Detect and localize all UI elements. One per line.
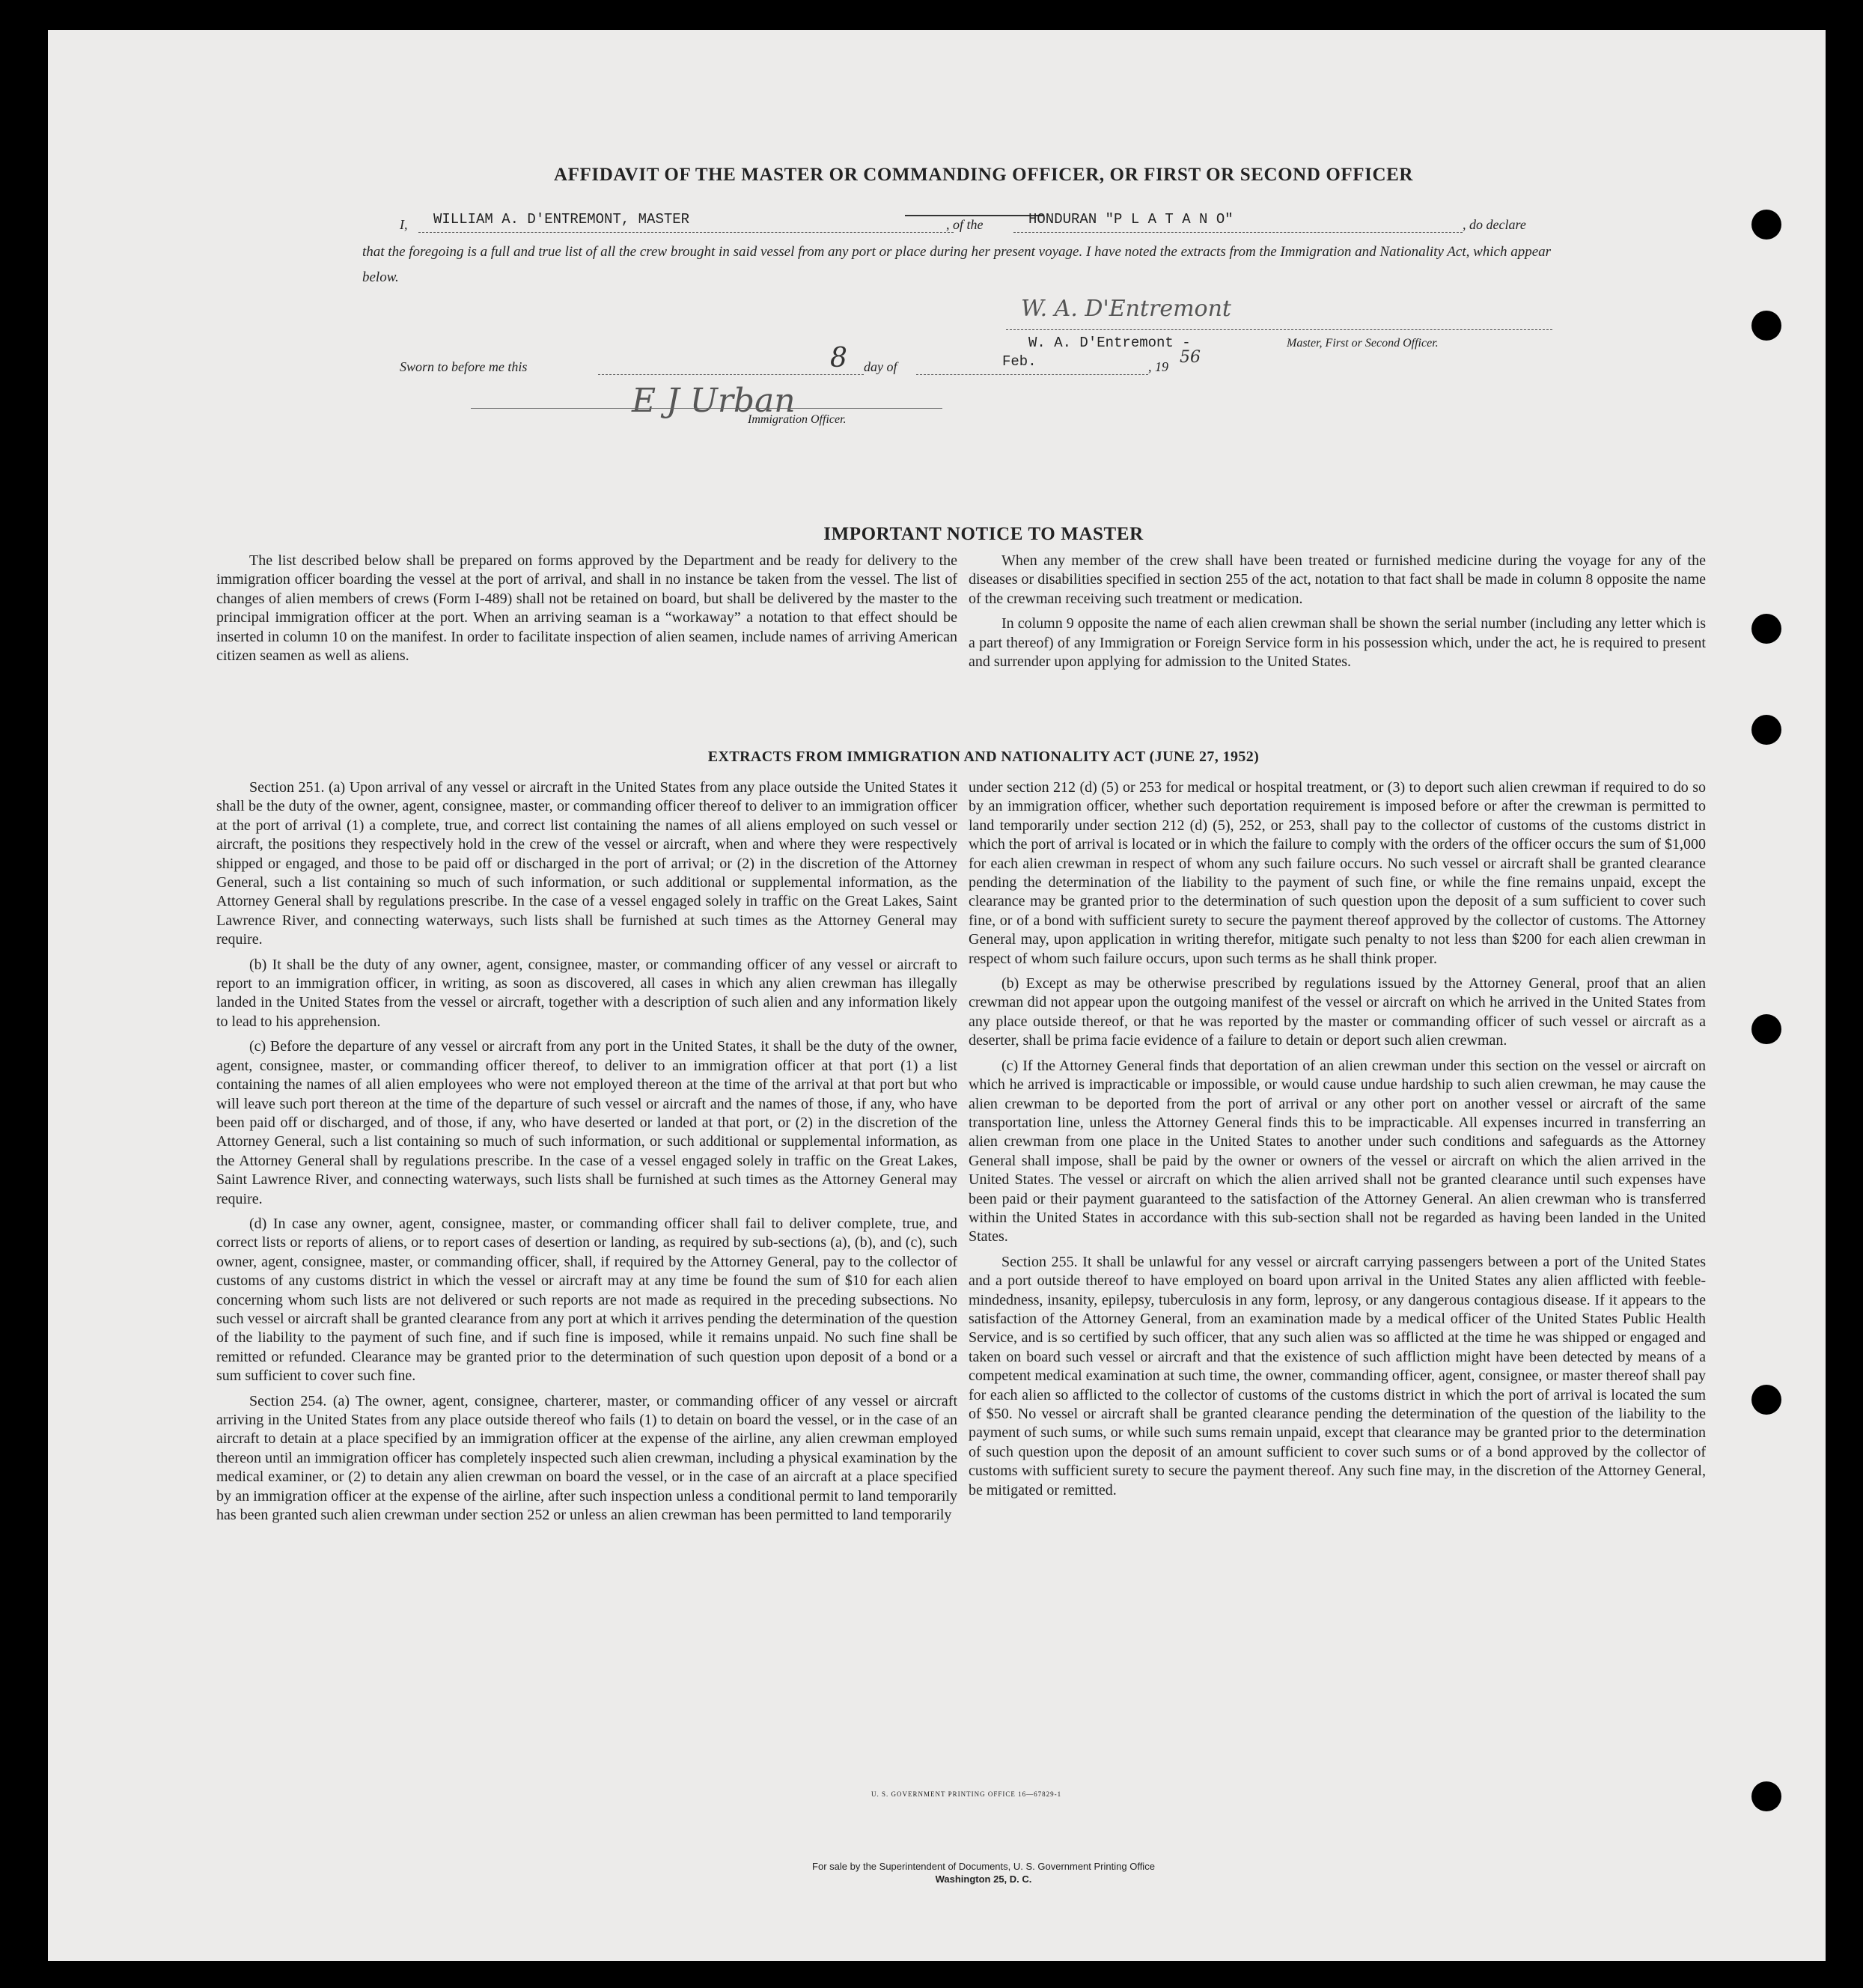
punch-hole bbox=[1751, 1014, 1781, 1044]
notice-left-column bbox=[216, 552, 957, 671]
section-254-a-continued: under section 212 (d) (5) or 253 for medical or hospital treatment, or (3) to deport such alien crewman if required to do so by an immigration officer, whether such deportation requirement is imposed before or after the crewman is permitted to land temporarily under section 212 (d) (5), 252, or 253, shall pay to the collector of customs of the customs district in which the port of arrival is located or in which the failure to comply with the orders of the officer occurs the sum of $1,000 for each alien crewman in respect of whom any such failure occurs. No such vessel or aircraft shall be granted clearance pending the determination of the liability to the payment of such fine, or while the fine remains unpaid, except the clearance may be granted prior to the determination of such question upon the deposit of a sum sufficient to cover such fine, or of a bond with sufficient surety to secure the payment thereof approved by the collector of customs. The Attorney General may, upon application in writing therefor, mitigate such penalty to not less than $200 for each alien crewman in respect of whom such failure occurs, upon such terms as he shall think proper. bbox=[969, 779, 1706, 967]
title-divider bbox=[905, 215, 1043, 216]
section-254-b: (b) Except as may be otherwise prescribed by regulations issued by the Attorney General, proof that an alien crewman did not appear upon the outgoing manifest of the vessel or aircraft on which he arrived in the United States from any place outside thereof, or that he was reported by the master or commanding officer of such vessel or aircraft as a deserter, shall be prima facie evidence of a failure to detain or deport such alien crewman. bbox=[969, 975, 1706, 1049]
year-prefix-label: , 19 bbox=[1148, 359, 1168, 374]
section-251-d: (d) In case any owner, agent, consignee, master, or commanding officer shall fail to deliver complete, true, and correct lists or reports of aliens, or to report cases of desertion or landing, as required by sub-sections (a), (b), and (c), such owner, agent, consignee, master, or commanding officer, shall, if required by the Attorney General, pay to the collector of customs of any customs district in which the vessel or aircraft may at any time be found the sum of $10 for each alien concerning whom such lists are not delivered or such reports are not made as required in the preceding subsections. No such vessel or aircraft shall be granted clearance from any port at which it arrives pending the determination of the question of the liability to the payment of such fine, and if such fine is imposed, while it remains unpaid. No such fine shall be remitted or refunded. Clearance may be granted prior to the determination of such question upon deposit of a bond or a sum sufficient to cover such fine. bbox=[216, 1215, 957, 1385]
officer-label: Immigration Officer. bbox=[748, 413, 847, 426]
punch-hole bbox=[1751, 715, 1781, 745]
i-label: I, bbox=[400, 217, 408, 232]
name-underline bbox=[418, 232, 954, 233]
document-page bbox=[48, 30, 1826, 1961]
day-field: 8 bbox=[830, 343, 847, 373]
punch-hole bbox=[1751, 614, 1781, 644]
punch-hole bbox=[1751, 210, 1781, 240]
master-title-label: Master, First or Second Officer. bbox=[1287, 337, 1439, 350]
notice-right-paragraph-2: In column 9 opposite the name of each alien crewman shall be shown the serial number (including any letter which is a part thereof) of any Immigration or Foreign Service form in his possession which, under the act, he is required to present and surrender upon applying for admission to the United States. bbox=[969, 615, 1706, 671]
declaration-text: that the foregoing is a full and true list of all the crew brought in said vessel from any port or place during her present voyage. I have noted the extracts from the Immigration and Nationality Act, which appear below. bbox=[362, 244, 1552, 285]
notice-right-column bbox=[969, 552, 1706, 677]
affidavit-title: AFFIDAVIT OF THE MASTER OR COMMANDING OFFICER, OR FIRST OR SECOND OFFICER bbox=[553, 165, 1414, 185]
punch-hole bbox=[1751, 311, 1781, 341]
master-signature-line bbox=[1006, 329, 1552, 330]
extracts-right-column bbox=[969, 778, 1706, 1506]
section-251-c: (c) Before the departure of any vessel or aircraft from any port in the United States, it shall be the duty of the owner, agent, consignee, master, or commanding officer thereof, to deliver to an immigration officer at that port (1) a list containing the names of all alien employees who were not employed thereon at the time of the arrival at that port but who will leave such port thereon at the time of the departure of such vessel or aircraft and the names of those, if any, who have been paid off or discharged, and of those, if any, who have deserted or landed at that port, or (2) in the discretion of the Attorney General, such a list containing so much of such information, or such additional or supplemental information, as the Attorney General shall by regulations prescribe. In the case of a vessel engaged solely in traffic on the Great Lakes, Saint Lawrence River, and connecting waterways, such lists shall be furnished at such times as the Attorney General may require. bbox=[216, 1038, 957, 1207]
sale-notice bbox=[647, 1860, 1320, 1885]
vessel-name-field: HONDURAN "P L A T A N O" bbox=[1028, 211, 1234, 228]
notice-heading: IMPORTANT NOTICE TO MASTER bbox=[823, 524, 1144, 544]
month-field: Feb. bbox=[1002, 353, 1037, 370]
master-signature: W. A. D'Entremont bbox=[1021, 296, 1231, 322]
sale-city: Washington 25, D. C. bbox=[935, 1873, 1032, 1885]
punch-hole bbox=[1751, 1385, 1781, 1415]
section-254-a: Section 254. (a) The owner, agent, consignee, charterer, master, or commanding officer of any vessel or aircraft arriving in the United States from any place outside thereof who fails (1) to detain on board the vessel, or in the case of an aircraft to detain at a place specified by an immigration officer at the expense of the airline, any alien crewman employed thereon until an immigration officer has completely inspected such alien crewman, including a physical examination by the medical examiner, or (2) to detain any alien crewman on board the vessel, or in the case of an aircraft at a place specified by an immigration officer at the expense of the airline, after such inspection unless a conditional permit to land temporarily has been granted such alien crewman under section 252 or unless an alien crewman has been permitted to land temporarily bbox=[216, 1392, 957, 1524]
notice-left-paragraph: The list described below shall be prepared on forms approved by the Department and be ready for delivery to the immigration officer boarding the vessel at the port of arrival, and shall in no instance be taken from the vessel. The list of changes of alien members of crews (Form I-489) shall not be retained on board, but shall be delivered by the master to the principal immigration officer at the port. When an arriving seaman is a “workaway” a notation to that effect should be inserted in column 10 on the manifest. In order to facilitate inspection of alien seamen, include names of arriving American citizen seamen as well as aliens. bbox=[216, 552, 957, 665]
section-254-c: (c) If the Attorney General finds that deportation of an alien crewman under this section on the vessel or aircraft on which he arrived is impracticable or impossible, or would cause undue hardship to such alien crewman, he may cause the alien crewman to be deported from the port of arrival or any other port on another vessel or aircraft of the same transportation line, unless the Attorney General finds this to be impracticable. All expenses incurred in transferring an alien crewman from one place in the United States to another under such conditions and safeguards as the Attorney General shall impose, shall be paid by the owner or owners of the vessel or aircraft on which the alien arrived in the United States. The vessel or aircraft on which the alien arrived shall not be granted clearance until such expenses have been paid or their payment guaranteed to the satisfaction of the Attorney General. An alien crewman who is transferred within the United States in accordance with this sub-section shall not be regarded as having been landed in the United States. bbox=[969, 1057, 1706, 1245]
officer-signature-line bbox=[471, 408, 942, 409]
extracts-left-column bbox=[216, 778, 957, 1531]
master-name-field: WILLIAM A. D'ENTREMONT, MASTER bbox=[433, 211, 690, 228]
do-declare-label: , do declare bbox=[1463, 217, 1526, 232]
month-underline bbox=[916, 374, 1148, 375]
day-underline bbox=[598, 374, 864, 375]
extracts-heading: EXTRACTS FROM IMMIGRATION AND NATIONALITY ACT (JUNE 27, 1952) bbox=[707, 748, 1260, 765]
section-251-b: (b) It shall be the duty of any owner, agent, consignee, master, or commanding officer of any vessel or aircraft to report to an immigration officer, in writing, as soon as discovered, all cases in which any alien crewman has illegally landed in the United States from the vessel or aircraft, together with a description of such alien and any information likely to lead to his apprehension. bbox=[216, 956, 957, 1030]
notice-right-paragraph-1: When any member of the crew shall have been treated or furnished medicine during the voyage for any of the diseases or disabilities specified in section 255 of the act, notation to that fact shall be made in column 8 opposite the name of the crewman receiving such treatment or medication. bbox=[969, 552, 1706, 607]
sworn-label: Sworn to before me this bbox=[400, 359, 528, 374]
officer-signature: E J Urban bbox=[632, 382, 796, 420]
year-field: 56 bbox=[1180, 348, 1201, 367]
master-typed-name: W. A. D'Entremont - bbox=[1028, 335, 1191, 351]
sale-text: For sale by the Superintendent of Documents, U. S. Government Printing Office bbox=[812, 1861, 1155, 1872]
vessel-underline bbox=[1013, 232, 1463, 233]
of-the-label: , of the bbox=[946, 217, 984, 232]
punch-hole bbox=[1751, 1781, 1781, 1811]
day-of-label: day of bbox=[864, 359, 897, 374]
section-255: Section 255. It shall be unlawful for any vessel or aircraft carrying passengers between a port of the United States and a port outside thereof to have employed on board upon arrival in the United States any alien afflicted with feeble-mindedness, insanity, epilepsy, tuberculosis in any form, leprosy, or any dangerous contagious disease. If it appears to the satisfaction of the Attorney General, from an examination made by a medical officer of the United States Public Health Service, and is so certified by such officer, that any such alien was so afflicted at the time he was shipped or engaged and taken on board such vessel or aircraft and that the existence of such affliction might have been detected by means of a competent medical examination at such time, the owner, commanding officer, agent, consignee, or master thereof shall pay for each alien so afflicted to the collector of customs of the customs district in which the port of arrival is located the sum of $50. No vessel or aircraft shall be granted clearance pending the determination of the question of the liability to the payment of such sums, or while such sums remain unpaid, except that clearance may be granted prior to the determination of such question upon the deposit of an amount sufficient to cover such sums or of a bond approved by the collector of customs with sufficient surety to secure the payment thereof. Any such fine may, in the discretion of the Attorney General, be mitigated or remitted. bbox=[969, 1253, 1706, 1498]
section-251-a: Section 251. (a) Upon arrival of any vessel or aircraft in the United States from any place outside the United States it shall be the duty of the owner, agent, consignee, master, or commanding officer thereof to deliver to an immigration officer at the port of arrival (1) a complete, true, and correct list containing the names of all aliens employed on such vessel or aircraft, the positions they respectively hold in the crew of the vessel or aircraft, when and where they were respectively shipped or engaged, and those to be paid off or discharged in the port of arrival; or (2) in the discretion of the Attorney General, such a list containing so much of such information, or such additional or supplemental information, as the Attorney General shall by regulations prescribe. In the case of a vessel engaged solely in traffic on the Great Lakes, Saint Lawrence River, and connecting waterways, such lists shall be furnished at such times as the Attorney General may require. bbox=[216, 779, 957, 948]
printing-office-code: U. S. GOVERNMENT PRINTING OFFICE 16—67829-1 bbox=[871, 1790, 1062, 1798]
